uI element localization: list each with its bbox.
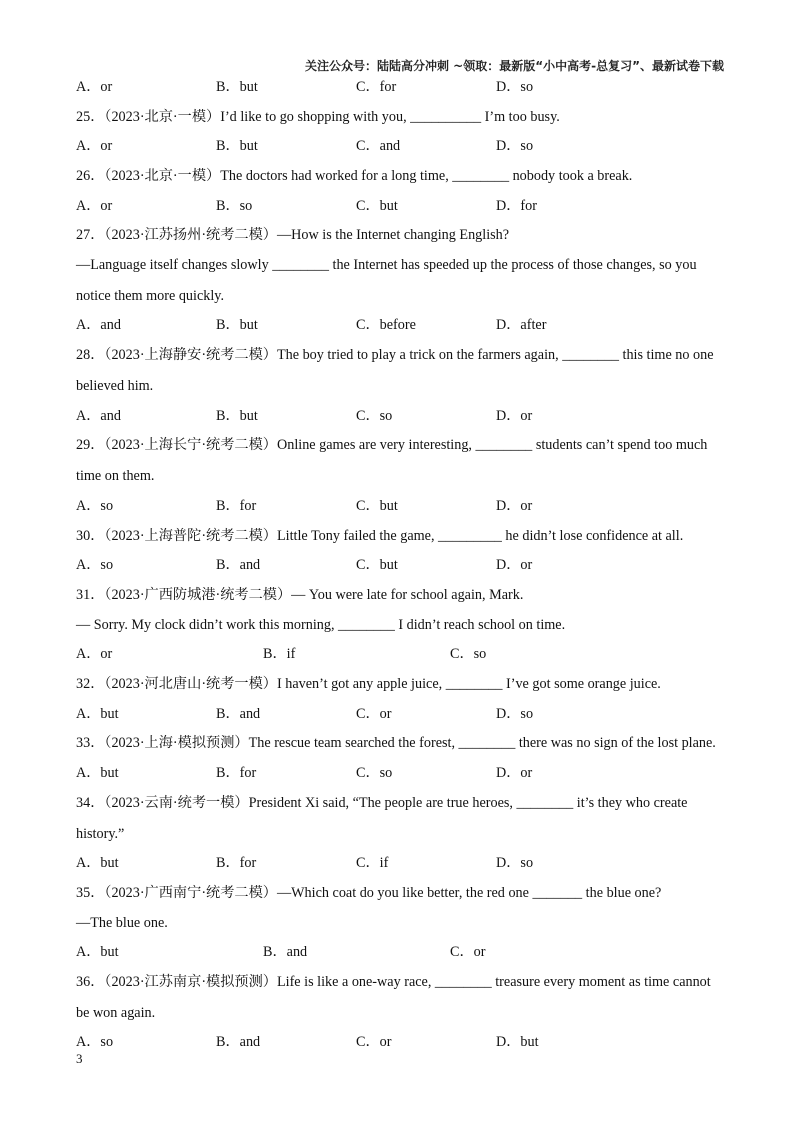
options-row-35 — [76, 945, 726, 975]
question-28-line-2: believed him. — [76, 378, 154, 395]
option-b: B．and — [216, 1034, 261, 1051]
option-d: D．or — [496, 407, 533, 424]
question-31-line-2: — Sorry. My clock didn’t work this morning, ________ I didn’t reach school on time. — [76, 616, 566, 633]
question-29-line-2: time on them. — [76, 468, 155, 485]
question-36-line-2: be won again. — [76, 1004, 156, 1021]
options-row-26 — [76, 199, 726, 229]
option-c: C．but — [356, 557, 398, 574]
option-b: B．but — [216, 317, 258, 334]
option-d: D．after — [496, 317, 547, 334]
option-c: C．or — [356, 705, 392, 722]
option-d: D．or — [496, 765, 533, 781]
question-32: 32．（2023·河北唐山·统考一模）I haven’t got any apple juice, ________ I’ve got some orange juice. — [76, 675, 661, 692]
option-b: B．for — [216, 765, 257, 781]
question-31: 31．（2023·广西防城港·统考二模）— You were late for school again, Mark. — [76, 586, 524, 603]
option-b: B．so — [216, 197, 253, 214]
option-b: B．for — [216, 855, 257, 872]
question-35-line-2: —The blue one. — [76, 914, 168, 931]
option-d: D．or — [496, 557, 533, 574]
option-c: C．but — [356, 497, 398, 514]
option-a: A．or — [76, 79, 113, 95]
option-c: C．and — [356, 138, 401, 155]
options-row-top — [76, 80, 726, 110]
options-row-28 — [76, 409, 726, 439]
options-row-33 — [76, 766, 726, 796]
option-b: B．and — [263, 944, 308, 961]
question-25: 25．（2023·北京·一模）I’d like to go shopping with you, __________ I’m too busy. — [76, 108, 560, 125]
question-block — [76, 80, 726, 1065]
question-30: 30．（2023·上海普陀·统考二模）Little Tony failed the game, _________ he didn’t lose confidence at all. — [76, 527, 684, 544]
options-row-36 — [76, 1035, 726, 1065]
option-d: D．so — [496, 138, 534, 155]
question-27: 27．（2023·江苏扬州·统考二模）—How is the Internet changing English? — [76, 227, 510, 244]
options-row-29 — [76, 499, 726, 529]
options-row-34 — [76, 856, 726, 886]
option-a: A．but — [76, 705, 119, 722]
option-a: A．or — [76, 646, 113, 663]
option-a: A．but — [76, 765, 119, 781]
question-28: 28．（2023·上海静安·统考二模）The boy tried to play a trick on the farmers again, ________ this time no one — [76, 347, 714, 364]
option-b: B．but — [216, 138, 258, 155]
option-b: B．for — [216, 497, 257, 514]
option-a: A．or — [76, 138, 113, 155]
options-row-30 — [76, 558, 726, 588]
option-a: A．and — [76, 407, 121, 424]
option-d: D．so — [496, 79, 534, 95]
option-d: D．or — [496, 497, 533, 514]
question-29: 29．（2023·上海长宁·统考二模）Online games are very interesting, ________ students can’t spend too much — [76, 437, 708, 454]
option-b: B．and — [216, 557, 261, 574]
option-c: C．for — [356, 79, 397, 95]
option-c: C．or — [356, 1034, 392, 1051]
option-a: A．so — [76, 557, 114, 574]
option-b: B．if — [263, 646, 296, 663]
option-a: A．but — [76, 944, 119, 961]
question-27-line-2: —Language itself changes slowly ________ the Internet has speeded up the process of those changes, so you — [76, 256, 697, 273]
option-d: D．for — [496, 197, 537, 214]
options-row-27 — [76, 318, 726, 348]
question-36: 36．（2023·江苏南京·模拟预测）Life is like a one-way race, ________ treasure every moment as time cannot — [76, 973, 711, 990]
option-a: A．and — [76, 317, 121, 334]
option-d: D．so — [496, 705, 534, 722]
option-c: C．so — [356, 407, 393, 424]
option-c: C．but — [356, 197, 398, 214]
option-d: D．so — [496, 855, 534, 872]
option-a: A．so — [76, 497, 114, 514]
question-27-line-3: notice them more quickly. — [76, 287, 225, 304]
question-34-line-2: history.” — [76, 825, 125, 842]
option-c: C．so — [356, 765, 393, 781]
option-c: C．so — [450, 646, 487, 663]
option-c: C．or — [450, 944, 486, 961]
options-row-32 — [76, 707, 726, 737]
option-b: B．and — [216, 705, 261, 722]
option-c: C．before — [356, 317, 416, 334]
options-row-31 — [76, 647, 726, 677]
option-d: D．but — [496, 1034, 539, 1051]
option-b: B．but — [216, 407, 258, 424]
question-33: 33．（2023·上海·模拟预测）The rescue team searched the forest, ________ there was no sign of the lost plane. — [76, 735, 716, 752]
option-a: A．but — [76, 855, 119, 872]
question-26: 26．（2023·北京·一模）The doctors had worked for a long time, ________ nobody took a break. — [76, 168, 633, 185]
option-a: A．so — [76, 1034, 114, 1051]
option-b: B．but — [216, 79, 258, 95]
option-a: A．or — [76, 197, 113, 214]
question-35: 35．（2023·广西南宁·统考二模）—Which coat do you like better, the red one _______ the blue one? — [76, 884, 662, 901]
options-row-25 — [76, 139, 726, 169]
page-number: 3 — [76, 1051, 83, 1066]
page-header: 关注公众号：陆陆高分冲刺 ~领取：最新版“小中高考-总复习”、最新试卷下载 — [305, 59, 724, 73]
option-c: C．if — [356, 855, 389, 872]
question-34: 34．（2023·云南·统考一模）President Xi said, “The people are true heroes, ________ it’s they who create — [76, 794, 688, 811]
